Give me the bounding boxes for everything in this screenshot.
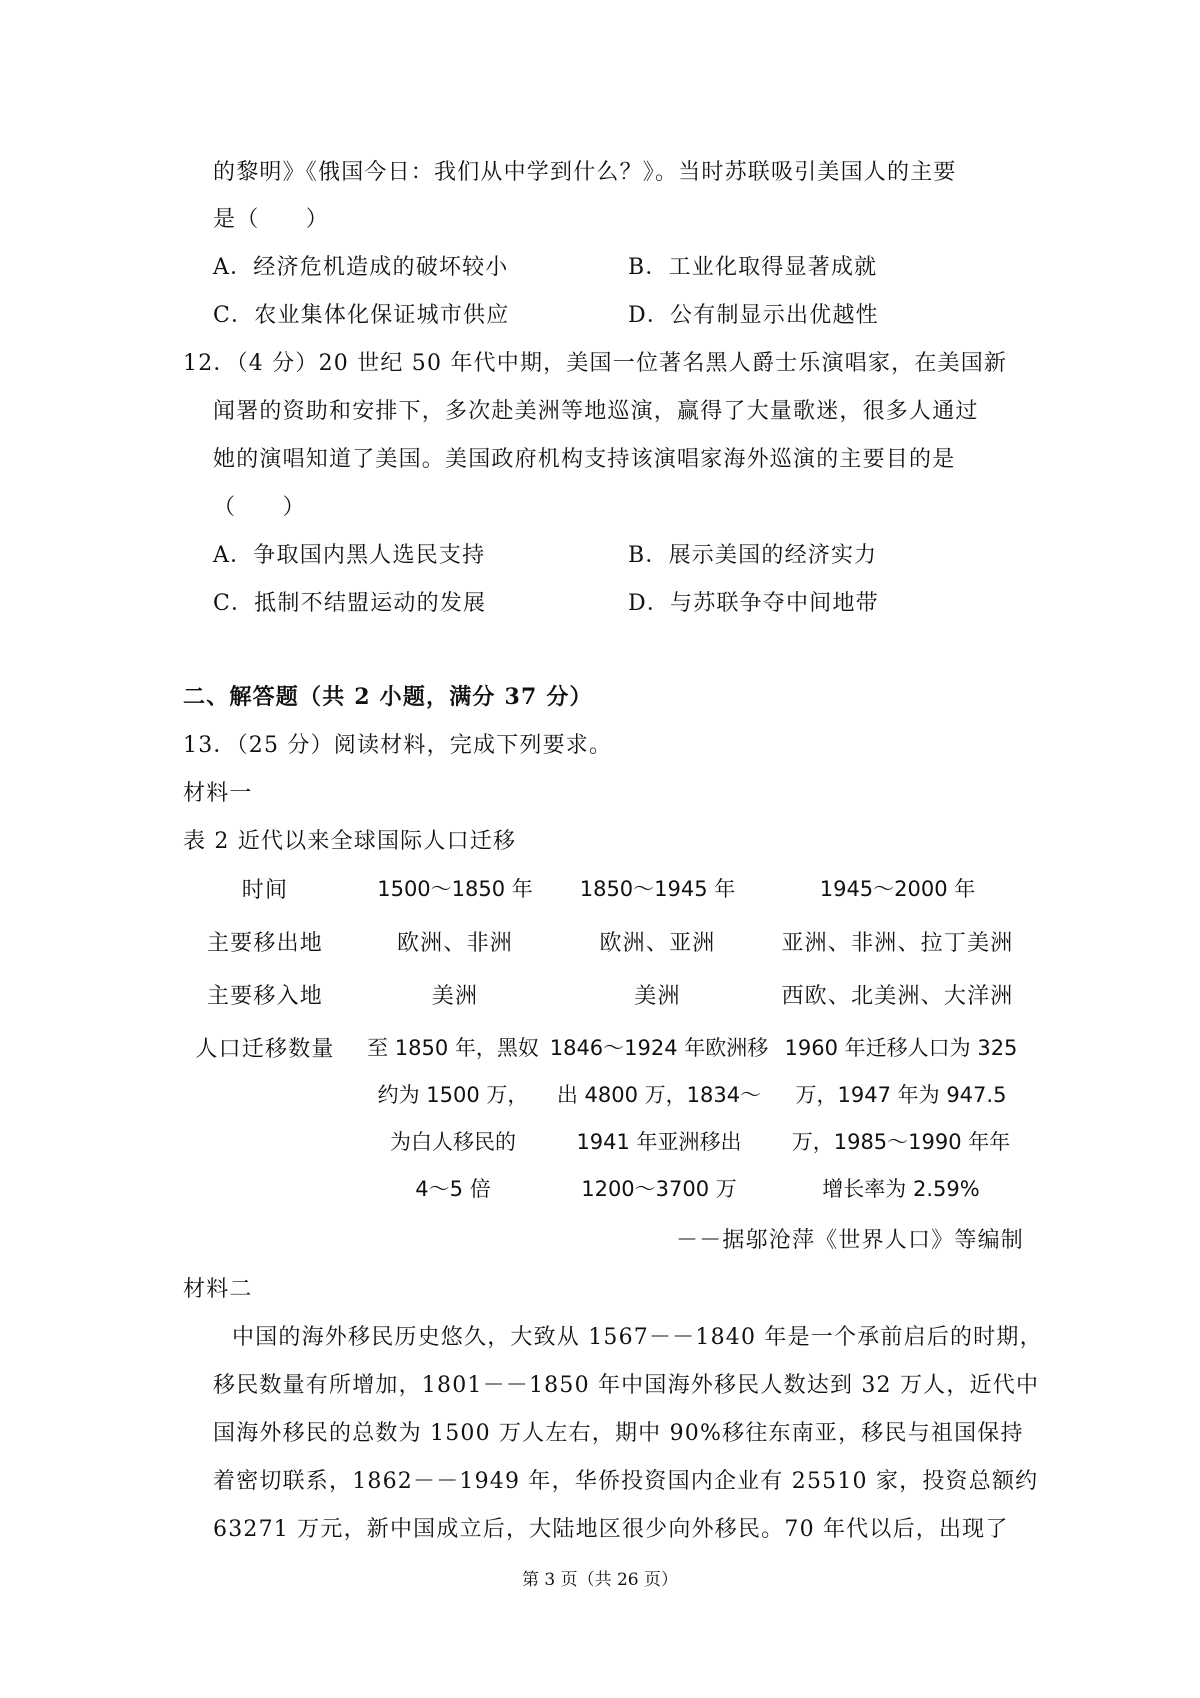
q12-option-a: A．争取国内黑人选民支持 <box>213 543 486 568</box>
table-cell: 美洲 <box>634 984 681 1009</box>
table-row-label: 主要移入地 <box>206 984 323 1009</box>
table-caption: 表 2 近代以来全球国际人口迁移 <box>183 829 517 854</box>
q13-intro: 13．（25 分）阅读材料，完成下列要求。 <box>183 733 613 758</box>
material-2-line: 中国的海外移民历史悠久，大致从 1567－－1840 年是一个承前启后的时期， <box>232 1325 1043 1350</box>
table-cell: 欧洲、亚洲 <box>599 931 716 956</box>
q11-option-c: C．农业集体化保证城市供应 <box>213 303 510 328</box>
material-2-line: 移民数量有所增加，1801－－1850 年中国海外移民人数达到 32 万人，近代中 <box>213 1373 1040 1398</box>
table-header-cell: 1500～1850 年 <box>377 877 533 901</box>
table-cell-line: 为白人移民的 <box>390 1130 516 1154</box>
q12-stem-line-4: （ ） <box>213 495 306 520</box>
table-source: －－据邬沧萍《世界人口》等编制 <box>675 1228 1024 1253</box>
q12-option-b: B．展示美国的经济实力 <box>628 543 878 568</box>
table-row-label: 主要移出地 <box>206 931 323 956</box>
table-cell-line: 至 1850 年，黑奴 <box>367 1036 539 1060</box>
table-cell: 美洲 <box>431 984 479 1009</box>
table-row-label: 人口迁移数量 <box>195 1037 335 1062</box>
table-cell-line: 1960 年迁移人口为 325 <box>784 1036 1018 1060</box>
section-2-heading: 二、解答题（共 2 小题，满分 37 分） <box>183 684 593 710</box>
table-cell: 欧洲、非洲 <box>396 931 513 956</box>
table-header-cell: 1945～2000 年 <box>819 877 976 901</box>
table-cell: 西欧、北美洲、大洋洲 <box>781 984 1014 1009</box>
table-cell-line: 约为 1500 万， <box>377 1083 529 1107</box>
q12-stem-line-2: 闻署的资助和安排下，多次赴美洲等地巡演，赢得了大量歌迷，很多人通过 <box>213 399 979 424</box>
material-2-line: 63271 万元，新中国成立后，大陆地区很少向外移民。70 年代以后，出现了 <box>213 1517 1009 1542</box>
q12-stem-line-1: 12．（4 分）20 世纪 50 年代中期，美国一位著名黑人爵士乐演唱家，在美国新 <box>183 351 1008 376</box>
table-cell-line: 万，1985～1990 年年 <box>791 1130 1011 1154</box>
q11-option-b: B．工业化取得显著成就 <box>628 255 878 280</box>
table-cell-line: 增长率为 2.59% <box>822 1177 980 1201</box>
material-2-line: 着密切联系，1862－－1949 年，华侨投资国内企业有 25510 家，投资总额约 <box>213 1469 1039 1494</box>
q11-option-a: A．经济危机造成的破坏较小 <box>213 255 509 280</box>
material-2-label: 材料二 <box>183 1277 253 1302</box>
table-cell-line: 1941 年亚洲移出 <box>576 1130 742 1154</box>
q12-option-c: C．抵制不结盟运动的发展 <box>213 591 487 616</box>
q12-option-d: D．与苏联争夺中间地带 <box>628 591 879 616</box>
table-cell-line: 4～5 倍 <box>415 1177 491 1201</box>
material-1-label: 材料一 <box>183 781 253 806</box>
q11-stem-line-1: 的黎明》《俄国今日：我们从中学到什么？》。当时苏联吸引美国人的主要 <box>213 160 957 185</box>
material-2-line: 国海外移民的总数为 1500 万人左右，期中 90%移往东南亚，移民与祖国保持 <box>213 1421 1024 1446</box>
table-cell-line: 1200～3700 万 <box>581 1177 737 1201</box>
q11-option-d: D．公有制显示出优越性 <box>628 303 879 328</box>
table-cell-line: 出 4800 万，1834～ <box>556 1083 762 1107</box>
table-header-cell: 1850～1945 年 <box>579 877 736 901</box>
q12-stem-line-3: 她的演唱知道了美国。美国政府机构支持该演唱家海外巡演的主要目的是 <box>213 447 956 472</box>
table-header-cell: 时间 <box>241 878 289 903</box>
page-footer: 第 3 页（共 26 页） <box>521 1570 679 1590</box>
table-cell-line: 万，1947 年为 947.5 <box>795 1083 1007 1107</box>
q11-stem-line-2: 是（ ） <box>213 207 330 232</box>
table-cell: 亚洲、非洲、拉丁美洲 <box>781 931 1014 956</box>
table-cell-line: 1846～1924 年欧洲移 <box>549 1036 769 1060</box>
